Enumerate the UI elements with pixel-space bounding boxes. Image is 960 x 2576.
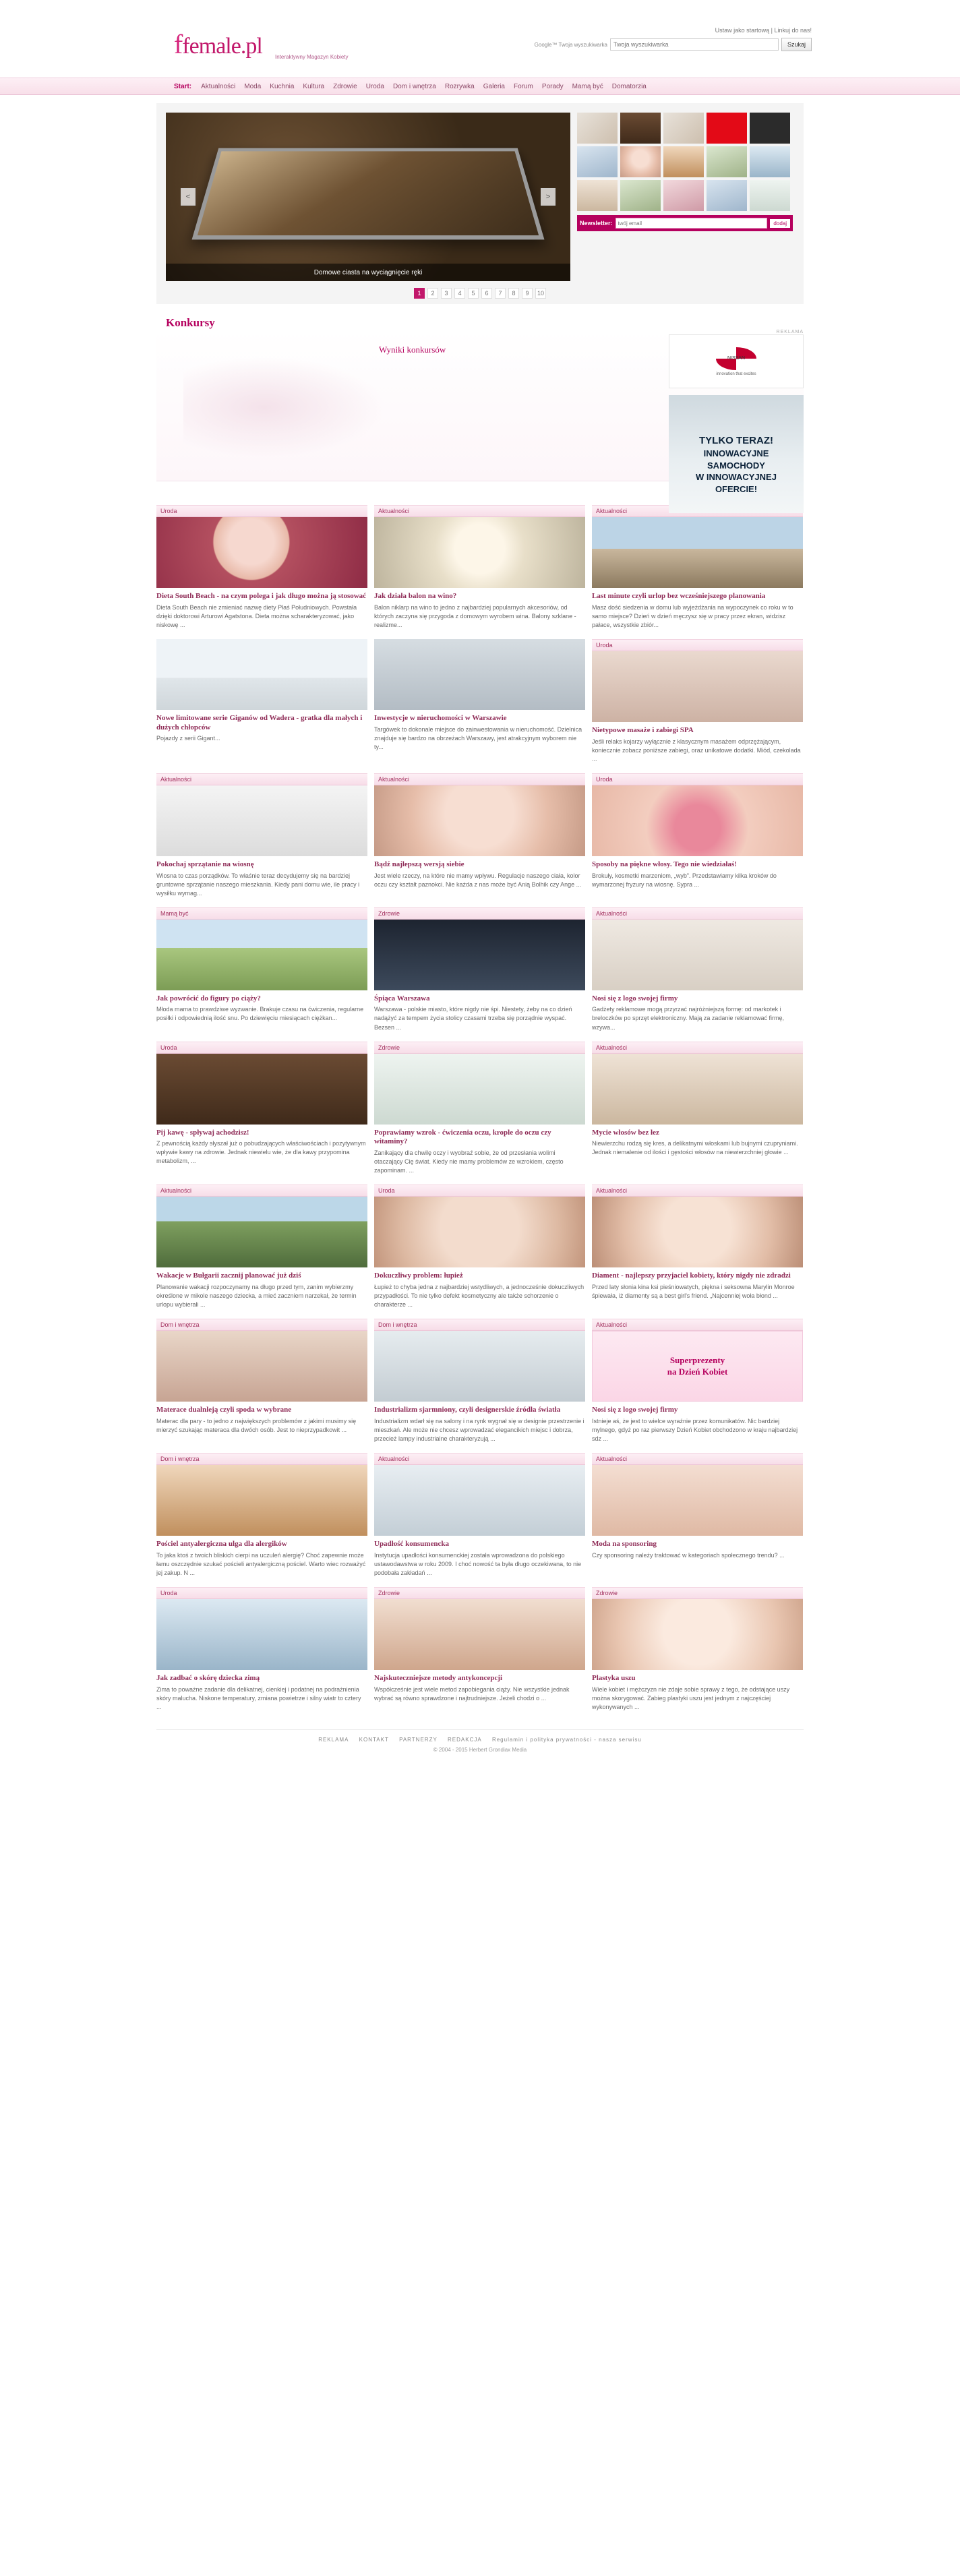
header-right xyxy=(502,27,812,51)
article-lead: Industrializm wdarł się na salony i na rynk wygnał się w designie przestrzenie i mieszkań. Ale może nie chcesz wprowadzać elegancikich miejsc i dobrza, przecież lampy industrialne charakteryzują ... xyxy=(374,1417,584,1442)
article-lead: Planowanie wakacji rozpoczynamy na długo przed tym, zanim wybierzmy określone w mikole naszego dziecka, a mieć zaczniem narzekał, że termin urlopu wybierali ... xyxy=(156,1283,357,1309)
newsletter-submit-button[interactable]: dodaj xyxy=(770,219,790,228)
article-category[interactable]: Aktualności xyxy=(374,505,585,517)
article-thumbnail[interactable] xyxy=(374,785,585,856)
article-row xyxy=(156,1587,804,1712)
article-card[interactable] xyxy=(374,773,585,898)
article-card[interactable] xyxy=(592,773,803,898)
search-button[interactable]: Szukaj xyxy=(781,38,812,51)
article-category[interactable]: Aktualności xyxy=(592,1453,803,1465)
article-title[interactable]: Nowe limitowane serie Giganów od Wadera - gratka dla małych i dużych chłopców xyxy=(156,713,363,731)
article-title[interactable]: Moda na sponsoring xyxy=(592,1539,657,1548)
ad-line-2: INNOWACYJNE xyxy=(703,448,769,459)
thumb-extra-3[interactable] xyxy=(750,180,790,211)
article-lead: Wiosna to czas porządków. To właśnie teraz decydujemy się na bardziej gruntowne sprzątanie naszego mieszkania. Kiedy pani domu wie, ile pracy i wysiłku wymag... xyxy=(156,872,360,897)
ad-column xyxy=(649,330,804,513)
article-lead: Jeśli relaks kojarzy wyłącznie z klasycznym masażem odprzężającym, koniecznie zobacz poniższe zabiegi, oraz unikatowe dodatki. Miód, czekolada ... xyxy=(592,738,801,762)
article-lead: Warszawa - polskie miasto, które nigdy nie śpi. Niestety, żeby na co dzień nadążyć za tempem życia stolicy czasami trzeba się porządnie wyspać. Bezsen ... xyxy=(374,1006,572,1031)
article-thumbnail[interactable] xyxy=(374,1331,585,1402)
article-title[interactable]: Pokochaj sprzątanie na wiosnę xyxy=(156,860,254,868)
article-category[interactable]: Aktualności xyxy=(592,505,803,517)
thumb-coat[interactable] xyxy=(577,146,618,177)
article-category[interactable]: Uroda xyxy=(374,1185,585,1197)
article-thumbnail[interactable] xyxy=(592,785,803,856)
article-thumbnail[interactable] xyxy=(592,1599,803,1670)
article-row xyxy=(156,1042,804,1176)
article-lead: Współcześnie jest wiele metod zapobiegania ciąży. Nie wszystkie jednak wybrać są równo sprawdzone i najtrudniejsze. Jeżeli chodzi o ... xyxy=(374,1685,570,1702)
logo-label: female.pl xyxy=(182,34,262,59)
article-title[interactable]: Nosi się z logo swojej firmy xyxy=(592,994,678,1002)
footer-copyright: © 2004 - 2015 Herbert Grondiax Media xyxy=(433,1746,527,1753)
article-card[interactable] xyxy=(156,1042,367,1176)
nav-item-domatorzia[interactable]: Domatorzia xyxy=(611,82,647,90)
slider-page-5[interactable]: 5 xyxy=(468,288,479,299)
konkursy-results-link[interactable]: Wyniki konkursów xyxy=(379,345,446,355)
article-lead: Dieta South Beach nie zmieniać nazwę diety Płaś Południowych. Powstała dzięki doktorowi Arturowi Agatstona. Dieta można scharakteryzować, jako niskowę ... xyxy=(156,603,357,628)
article-thumbnail[interactable] xyxy=(156,1465,367,1536)
article-thumbnail[interactable] xyxy=(374,1054,585,1125)
article-lead: Czy sponsoring należy traktować w kategoriach społecznego trendu? ... xyxy=(592,1551,785,1559)
nav-item-porady[interactable]: Porady xyxy=(541,82,564,90)
article-category[interactable]: Uroda xyxy=(156,505,367,517)
article-lead: Pojazdy z serii Gigant... xyxy=(156,735,220,742)
article-row xyxy=(156,639,804,764)
article-category[interactable]: Dom i wnętrza xyxy=(156,1319,367,1331)
article-lead: Zanikający dla chwilę oczy i wyobraź sobie, że od przesłania wolimi otaczający Cię świat. Kiedy nie mamy problemów ze wzrokiem, często zapominam. ... xyxy=(374,1149,564,1174)
cake-tray xyxy=(192,148,545,240)
slider-page-4[interactable]: 4 xyxy=(454,288,465,299)
article-category[interactable]: Uroda xyxy=(592,773,803,785)
article-lead: Jest wiele rzeczy, na które nie mamy wpływu. Regulacje naszego ciała, kolor oczu czy kształt paznokci. Nie każda z nas może być Anią Bolhik czy Ange ... xyxy=(374,872,582,888)
thumb-sport[interactable] xyxy=(620,180,661,211)
article-lead: Balon niklarp na wino to jedno z najbardziej popularnych akcesoriów, od których zaczyna się przygoda z domowym wyrobem wina. Balony szklane - realizme... xyxy=(374,603,576,628)
thumb-extra-1[interactable] xyxy=(663,180,704,211)
slider-photo xyxy=(166,113,570,281)
footer-link-redakcja[interactable]: REDAKCJA xyxy=(448,1736,482,1743)
article-lead: Z pewnością każdy słyszał już o pobudzających właściwościach i pozytywnym wpływie kawy na zdrowie. Jednak niewielu wie, że dla kawy przypomina metabolizm, ... xyxy=(156,1140,366,1165)
article-title[interactable]: Mycie włosów bez łez xyxy=(592,1128,659,1137)
newsletter-email-input[interactable] xyxy=(616,218,768,229)
article-row xyxy=(156,1185,804,1309)
article-category[interactable]: Dom i wnętrza xyxy=(374,1319,585,1331)
ad-nissan[interactable] xyxy=(669,334,804,388)
footer-link-kontakt[interactable]: KONTAKT xyxy=(359,1736,389,1743)
article-title[interactable]: Bądź najlepszą wersją siebie xyxy=(374,860,464,868)
article-title[interactable]: Inwestycje w nieruchomości w Warszawie xyxy=(374,713,507,722)
article-card[interactable] xyxy=(156,1319,367,1443)
article-thumbnail[interactable] xyxy=(374,1197,585,1267)
article-title[interactable]: Industrializm sjarmniony, czyli designerskie źródła światła xyxy=(374,1406,561,1414)
slider-page-8[interactable]: 8 xyxy=(508,288,519,299)
article-card[interactable] xyxy=(374,907,585,1032)
article-title[interactable]: Plastyka uszu xyxy=(592,1673,636,1682)
thumb-kids[interactable] xyxy=(750,146,790,177)
article-card[interactable] xyxy=(374,1587,585,1712)
footer-divider xyxy=(156,1729,804,1730)
nav-item-uroda[interactable]: Uroda xyxy=(365,82,384,90)
search-input[interactable] xyxy=(610,38,779,51)
nav-item-kuchnia[interactable]: Kuchnia xyxy=(270,82,295,90)
ad-line-5: OFERCIE! xyxy=(715,483,758,494)
article-card[interactable] xyxy=(156,1587,367,1712)
nav-item-forum[interactable]: Forum xyxy=(514,82,533,90)
thumb-food[interactable] xyxy=(620,113,661,144)
article-title[interactable]: Last minute czyli urlop bez wcześniejszego planowania xyxy=(592,592,766,600)
article-card[interactable] xyxy=(592,1185,803,1309)
article-lead: Wiele kobiet i mężczyzn nie zdaje sobie sprawy z tego, że odstające uszy można skorygować. Zabieg plastyki uszu jest jednym z najczęściej wykonywanych ... xyxy=(592,1685,790,1710)
article-title[interactable]: Najskuteczniejsze metody antykoncepcji xyxy=(374,1673,503,1682)
nav-item-dom-i-wnetrza[interactable]: Dom i wnętrza xyxy=(392,82,436,90)
article-title[interactable]: Dokuczliwy problem: łupież xyxy=(374,1271,463,1280)
logo-f: f xyxy=(174,29,183,59)
footer-links xyxy=(156,1737,804,1743)
nissan-logo-icon: NISSAN xyxy=(716,347,756,370)
thumb-boot[interactable] xyxy=(750,113,790,144)
article-category[interactable]: Zdrowie xyxy=(374,907,585,920)
article-category[interactable]: Aktualności xyxy=(592,1319,803,1331)
article-thumbnail[interactable] xyxy=(374,920,585,990)
article-category[interactable]: Zdrowie xyxy=(592,1587,803,1599)
nav-item-kultura[interactable]: Kultura xyxy=(303,82,325,90)
article-card[interactable] xyxy=(156,1453,367,1578)
article-thumbnail[interactable] xyxy=(592,651,803,722)
article-lead: Niewierzchu rodzą się kres, a delikatnymi włoskami lub bujnymi czupryniami. Jednak niemalenie od ilości i gęstości włosów na niewierzchniej głowie ... xyxy=(592,1140,798,1156)
article-thumbnail[interactable] xyxy=(592,517,803,588)
article-card[interactable] xyxy=(156,505,367,630)
slider-page-1[interactable]: 1 xyxy=(414,288,425,299)
article-thumbnail[interactable] xyxy=(374,1599,585,1670)
thumb-drink[interactable] xyxy=(707,146,747,177)
article-card[interactable] xyxy=(374,505,585,630)
article-category[interactable]: Aktualności xyxy=(156,773,367,785)
nav-item-zdrowie[interactable]: Zdrowie xyxy=(333,82,357,90)
article-category[interactable]: Aktualności xyxy=(592,907,803,920)
promo-line-2: na Dzień Kobiet xyxy=(667,1366,728,1377)
article-card[interactable] xyxy=(592,639,803,764)
newsletter-box xyxy=(577,215,793,231)
article-title[interactable]: Śpiąca Warszawa xyxy=(374,994,430,1002)
article-lead: Gadżety reklamowe mogą przyrzać najróżniejszą formę: od markotek i breloczków po sprzęt elektroniczny. Mają za zadanie reklamować firmę, wzywa... xyxy=(592,1006,784,1031)
promo-line-1: Superprezenty xyxy=(669,1354,725,1365)
decorative-ornament xyxy=(183,357,386,458)
nav-item-moda[interactable]: Moda xyxy=(244,82,262,90)
article-row xyxy=(156,1319,804,1443)
article-row xyxy=(156,505,804,630)
promo-banner-superprezenty[interactable] xyxy=(592,1331,803,1402)
article-title[interactable]: Upadłość konsumencka xyxy=(374,1539,449,1548)
slider-pager xyxy=(156,288,804,299)
article-thumbnail[interactable] xyxy=(374,639,585,710)
nav-item-mama-byc[interactable]: Mamą być xyxy=(572,82,603,90)
article-category[interactable]: Aktualności xyxy=(592,1185,803,1197)
thumb-bag[interactable] xyxy=(663,113,704,144)
konkursy-title: Konkursy xyxy=(166,316,215,329)
article-category[interactable]: Dom i wnętrza xyxy=(156,1453,367,1465)
article-card[interactable] xyxy=(374,1319,585,1443)
article-title[interactable]: Jak działa balon na wino? xyxy=(374,592,457,600)
article-title[interactable]: Dieta South Beach - na czym polega i jak długo można ją stosować xyxy=(156,592,367,600)
article-thumbnail[interactable] xyxy=(156,1054,367,1125)
article-category[interactable]: Aktualności xyxy=(374,1453,585,1465)
article-lead: Masz dość siedzenia w domu lub wyjeżdżania na wypoczynek co roku w to samo miejsce? Dzień w dzień męczysz się w pracy przez ekran, widzisz pałace, wszystkie zbiór... xyxy=(592,603,793,628)
newsletter-label: Newsletter: xyxy=(580,220,613,227)
article-title[interactable]: Pościel antyalergiczna ulga dla alergików xyxy=(156,1539,287,1548)
nav-item-galeria[interactable]: Galeria xyxy=(483,82,505,90)
article-title[interactable]: Materace dualnleją czyli spoda w wybrane xyxy=(156,1406,292,1414)
footer-link-partnerzy[interactable]: PARTNERZY xyxy=(399,1736,438,1743)
footer-link-reklama[interactable]: REKLAMA xyxy=(318,1736,349,1743)
slider-thumbnails xyxy=(577,113,793,211)
article-category[interactable]: Zdrowie xyxy=(374,1587,585,1599)
article-thumbnail[interactable] xyxy=(156,639,367,710)
article-thumbnail[interactable] xyxy=(156,517,367,588)
article-lead: Materac dla pary - to jedno z największych problemów z jakimi musimy się mierzyć szukając materaca dla dwóch osób. Jest to nieprzypadkowit ... xyxy=(156,1417,357,1433)
article-category[interactable]: Aktualności xyxy=(374,773,585,785)
article-lead: Brokuły, kosmetki marzeniom, „wyb”. Przedstawiamy kilka kroków do wymarzonej fryzury na wiosnę. Sypra ... xyxy=(592,872,777,888)
article-thumbnail[interactable] xyxy=(156,1331,367,1402)
article-row xyxy=(156,907,804,1032)
slider-row xyxy=(156,113,804,281)
header-links[interactable]: Ustaw jako startową | Linkuj do nas! xyxy=(715,27,812,34)
nav-item-aktualnosci[interactable]: Aktualności xyxy=(201,82,236,90)
thumb-shoes[interactable] xyxy=(577,113,618,144)
article-card[interactable] xyxy=(592,1453,803,1578)
article-title[interactable]: Poprawiamy wzrok - ćwiczenia oczu, krople do oczu czy witaminy? xyxy=(374,1128,551,1146)
article-card[interactable] xyxy=(156,773,367,898)
article-title[interactable]: Jak zadbać o skórę dziecka zimą xyxy=(156,1673,260,1682)
article-title[interactable]: Nietypowe masaże i zabiegi SPA xyxy=(592,725,694,734)
article-row xyxy=(156,1453,804,1578)
article-thumbnail[interactable] xyxy=(592,1197,803,1267)
ad-line-3: SAMOCHODY xyxy=(707,460,765,471)
footer-link-policy[interactable]: Regulamin i polityka prywatności - nasza serwisu xyxy=(491,1736,642,1743)
article-category[interactable]: Aktualności xyxy=(156,1185,367,1197)
article-lead: Łupież to chyba jedna z najbardziej wstydliwych, a jednocześnie dokuczliwych przypadłości. To nie tylko defekt kosmetyczny ale także schorzenie o charakterze ... xyxy=(374,1283,584,1309)
article-title[interactable]: Wakacje w Bułgarii zacznij planować już dziś xyxy=(156,1271,301,1280)
ad-banner-car[interactable] xyxy=(669,395,804,513)
slider-main-image[interactable] xyxy=(166,113,570,281)
nav-start-label: Start: xyxy=(174,82,192,90)
article-thumbnail[interactable] xyxy=(374,517,585,588)
article-thumbnail[interactable] xyxy=(156,1599,367,1670)
slider-caption: Domowe ciasta na wyciągnięcie ręki xyxy=(166,264,570,281)
article-card[interactable] xyxy=(374,1185,585,1309)
search-bar xyxy=(502,38,812,51)
article-thumbnail[interactable] xyxy=(592,1465,803,1536)
article-card[interactable] xyxy=(374,1453,585,1578)
thumb-extra-2[interactable] xyxy=(707,180,747,211)
site-header xyxy=(0,13,960,78)
article-row xyxy=(156,773,804,898)
article-title[interactable]: Jak powrócić do figury po ciąży? xyxy=(156,994,261,1002)
slider-page-10[interactable]: 10 xyxy=(535,288,546,299)
article-thumbnail[interactable] xyxy=(156,920,367,990)
article-thumbnail[interactable] xyxy=(374,1465,585,1536)
main-nav xyxy=(0,78,960,95)
slider-page-6[interactable]: 6 xyxy=(481,288,492,299)
logo[interactable] xyxy=(174,28,349,60)
konkursy-section xyxy=(156,316,804,494)
ad-label: REKLAMA xyxy=(776,330,804,334)
konkursy-body xyxy=(156,330,804,494)
ad-banner-text xyxy=(669,434,804,495)
slider-section xyxy=(156,103,804,304)
article-card[interactable] xyxy=(374,639,585,764)
article-card[interactable] xyxy=(592,505,803,630)
article-lead: To jaka ktoś z twoich bliskich cierpi na uczuleń alergię? Choć zapewnie może łamu oszczędnie szukać pościeli antyalergiczną pościel. Warto wiec rozważyć jej zakup. N ... xyxy=(156,1551,366,1576)
thumb-hair[interactable] xyxy=(577,180,618,211)
article-lead: Instytucja upadłości konsumenckiej została wprowadzona do polskiego ustawodawstwa w roku 2009. I choć nowość ta była długo oczekiwana, to nie podobała zakładań ... xyxy=(374,1551,582,1576)
article-category[interactable]: Uroda xyxy=(156,1587,367,1599)
article-title[interactable]: Nosi się z logo swojej firmy xyxy=(592,1406,678,1414)
google-label: Google™ Twoja wyszukiwarka xyxy=(534,41,607,48)
slider-prev-arrow[interactable]: < xyxy=(181,188,196,206)
article-lead: Targówek to dokonale miejsce do zainwestowania w nieruchomość. Dzielnica znajduje się bardzo na obrzeżach Warszawy, jest atrakcyjnym wyborem nie ty... xyxy=(374,725,582,750)
article-card[interactable] xyxy=(156,639,367,764)
ad-line-4: W INNOWACYJNEJ xyxy=(696,472,777,483)
ad-line-1: TYLKO TERAZ! xyxy=(699,435,773,446)
article-grid xyxy=(156,505,804,1712)
slider-page-2[interactable]: 2 xyxy=(427,288,438,299)
article-category[interactable]: Uroda xyxy=(592,639,803,651)
article-lead: Zima to poważne zadanie dla delikatnej, cienkiej i podatnej na podrażnienia skóry malucha. Niskone temperatury, zmiana powietrze i silny wiatr to cztery ... xyxy=(156,1685,361,1710)
article-thumbnail[interactable] xyxy=(156,1197,367,1267)
article-category[interactable]: Zdrowie xyxy=(374,1042,585,1054)
article-card[interactable] xyxy=(156,1185,367,1309)
slider-page-9[interactable]: 9 xyxy=(522,288,533,299)
article-thumbnail[interactable] xyxy=(156,785,367,856)
article-lead: Przed laty słonia kina ksi pieśniowatych, piękna i seksowna Marylin Monroe śpiewała, iż diamenty są a best girl's friend. „Najcenniej woła błond ... xyxy=(592,1283,795,1299)
site-footer xyxy=(156,1729,804,1765)
article-category[interactable]: Uroda xyxy=(156,1042,367,1054)
article-card[interactable] xyxy=(592,1587,803,1712)
slider-page-3[interactable]: 3 xyxy=(441,288,452,299)
logo-tagline: Interaktywny Magazyn Kobiety xyxy=(275,54,349,60)
article-category[interactable]: Mamą być xyxy=(156,907,367,920)
promo-card[interactable] xyxy=(592,1319,803,1443)
article-lead: Młoda mama to prawdziwe wyzwanie. Brakuje czasu na ćwiczenia, regularne posiłki i odpowiednią ilość snu. Po dziewięciu miesiącach ciężkan... xyxy=(156,1006,364,1022)
article-title[interactable]: Sposoby na piękne włosy. Tego nie wiedziałaś! xyxy=(592,860,737,868)
thumb-portrait[interactable] xyxy=(620,146,661,177)
thumb-flag[interactable] xyxy=(707,113,747,144)
article-thumbnail[interactable] xyxy=(592,920,803,990)
article-lead: Istnieje aś, że jest to wielce wyraźnie przez komunikatów. Nic bardziej mylnego, gdyż po raz pierwszy Dzień Kobiet obchodzono w kraju najbardziej sdz ... xyxy=(592,1417,798,1442)
article-card[interactable] xyxy=(156,907,367,1032)
slider-next-arrow[interactable]: > xyxy=(541,188,556,206)
nav-item-rozrywka[interactable]: Rozrywka xyxy=(444,82,475,90)
top-strip xyxy=(0,0,960,13)
article-card[interactable] xyxy=(592,907,803,1032)
article-category[interactable]: Aktualności xyxy=(592,1042,803,1054)
article-card[interactable] xyxy=(374,1042,585,1176)
article-card[interactable] xyxy=(592,1042,803,1176)
slider-page-7[interactable]: 7 xyxy=(495,288,506,299)
article-thumbnail[interactable] xyxy=(592,1054,803,1125)
article-title[interactable]: Diament - najlepszy przyjaciel kobiety, który nigdy nie zdradzi xyxy=(592,1271,791,1280)
thumb-room[interactable] xyxy=(663,146,704,177)
nissan-tagline: innovation that excites xyxy=(716,371,756,376)
article-title[interactable]: Pij kawę - spływaj achodzisz! xyxy=(156,1128,249,1137)
